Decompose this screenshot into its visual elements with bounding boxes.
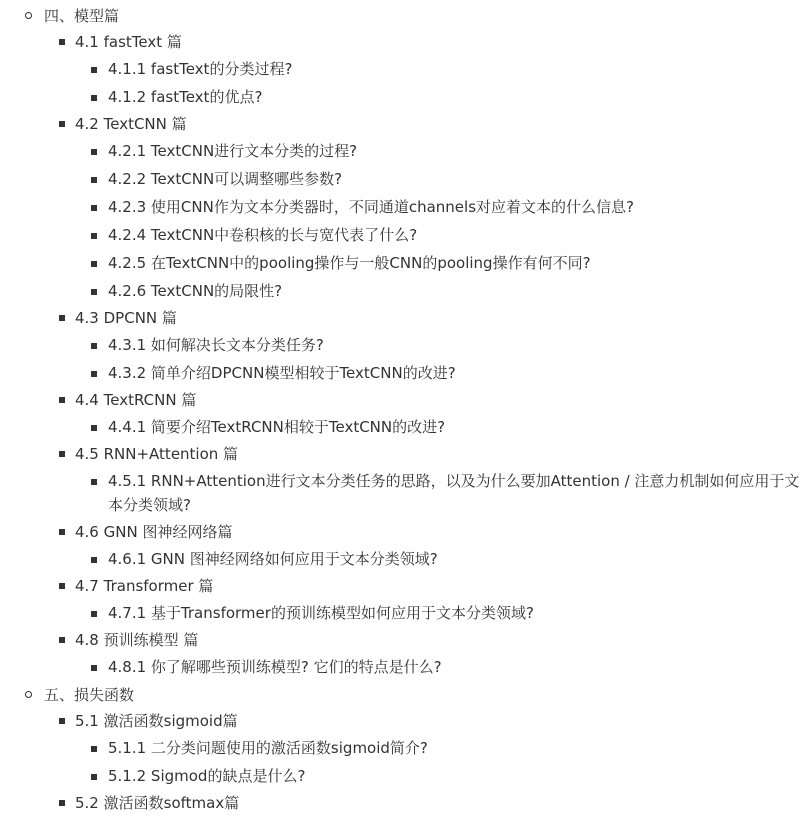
square-bullet-icon [91, 261, 97, 267]
question-list [75, 57, 811, 109]
square-bullet-icon [59, 121, 65, 127]
question-list [75, 547, 811, 571]
square-bullet-icon [91, 425, 97, 431]
question-item [0, 361, 811, 385]
square-bullet-icon [59, 39, 65, 45]
circle-bullet-icon [25, 12, 32, 19]
question-item [0, 251, 811, 275]
section-title[interactable]: 4.7 Transformer 篇 [75, 577, 214, 595]
question-item [0, 547, 811, 571]
question-link[interactable]: 4.6.1 GNN 图神经网络如何应用于文本分类领域? [108, 550, 438, 568]
section-4-8 [0, 627, 811, 679]
square-bullet-icon [59, 315, 65, 321]
section-4-2 [0, 111, 811, 303]
square-bullet-icon [91, 177, 97, 183]
square-bullet-icon [91, 205, 97, 211]
question-link[interactable]: 4.8.1 你了解哪些预训练模型? 它们的特点是什么? [108, 658, 442, 676]
square-bullet-icon [91, 67, 97, 73]
question-link[interactable]: 4.2.3 使用CNN作为文本分类器时，不同通道channels对应着文本的什么信息? [108, 198, 634, 216]
question-item [0, 655, 811, 679]
question-item [0, 279, 811, 303]
section-4-4 [0, 387, 811, 439]
square-bullet-icon [91, 343, 97, 349]
question-item [0, 85, 811, 109]
question-link[interactable]: 4.2.6 TextCNN的局限性? [108, 282, 283, 300]
section-title[interactable]: 4.3 DPCNN 篇 [75, 309, 177, 327]
square-bullet-icon [59, 637, 65, 643]
question-list [75, 415, 811, 439]
square-bullet-icon [59, 800, 65, 806]
section-4-1 [0, 29, 811, 109]
chapter-title[interactable]: 四、模型篇 [44, 7, 120, 25]
question-link[interactable]: 4.1.2 fastText的优点? [108, 88, 263, 106]
question-list [75, 655, 811, 679]
question-link[interactable]: 5.1.2 Sigmod的缺点是什么? [108, 767, 306, 785]
question-link[interactable]: 4.7.1 基于Transformer的预训练模型如何应用于文本分类领域? [108, 604, 534, 622]
square-bullet-icon [91, 479, 97, 485]
question-list [75, 139, 811, 303]
section-list [44, 29, 811, 679]
chapter-title[interactable]: 五、损失函数 [44, 686, 135, 704]
question-item [0, 764, 811, 788]
section-4-7 [0, 573, 811, 625]
question-link[interactable]: 4.4.1 简要介绍TextRCNN相较于TextCNN的改进? [108, 418, 446, 436]
question-link[interactable]: 4.2.2 TextCNN可以调整哪些参数? [108, 170, 343, 188]
question-item [0, 415, 811, 439]
square-bullet-icon [59, 583, 65, 589]
question-link[interactable]: 4.2.5 在TextCNN中的pooling操作与一般CNN的pooling操作有何不同? [108, 254, 591, 272]
circle-bullet-icon [25, 691, 32, 698]
question-link[interactable]: 5.1.1 二分类问题使用的激活函数sigmoid简介? [108, 739, 428, 757]
question-item [0, 223, 811, 247]
question-item [0, 139, 811, 163]
section-title[interactable]: 4.2 TextCNN 篇 [75, 115, 187, 133]
question-item [0, 736, 811, 760]
square-bullet-icon [91, 774, 97, 780]
question-link[interactable]: 4.5.1 RNN+Attention进行文本分类任务的思路，以及为什么要加Attention / 注意力机制如何应用于文本分类领域? [108, 472, 800, 514]
section-title[interactable]: 4.5 RNN+Attention 篇 [75, 445, 239, 463]
section-title[interactable]: 4.8 预训练模型 篇 [75, 631, 199, 649]
section-title[interactable]: 5.2 激活函数softmax篇 [75, 794, 240, 812]
square-bullet-icon [91, 611, 97, 617]
question-item [0, 57, 811, 81]
question-list [75, 601, 811, 625]
question-item [0, 167, 811, 191]
section-title[interactable]: 4.6 GNN 图神经网络篇 [75, 523, 233, 541]
square-bullet-icon [91, 665, 97, 671]
square-bullet-icon [91, 289, 97, 295]
section-4-3 [0, 305, 811, 385]
section-5-1 [0, 708, 811, 788]
question-link[interactable]: 4.1.1 fastText的分类过程? [108, 60, 293, 78]
square-bullet-icon [91, 149, 97, 155]
question-item [0, 195, 811, 219]
square-bullet-icon [91, 95, 97, 101]
question-link[interactable]: 4.2.4 TextCNN中卷积核的长与宽代表了什么? [108, 226, 418, 244]
question-link[interactable]: 4.3.1 如何解决长文本分类任务? [108, 336, 324, 354]
square-bullet-icon [91, 557, 97, 563]
question-link[interactable]: 4.2.1 TextCNN进行文本分类的过程? [108, 142, 358, 160]
section-4-6 [0, 519, 811, 571]
section-title[interactable]: 4.4 TextRCNN 篇 [75, 391, 197, 409]
section-list [44, 708, 811, 816]
question-link[interactable]: 4.3.2 简单介绍DPCNN模型相较于TextCNN的改进? [108, 364, 456, 382]
square-bullet-icon [59, 397, 65, 403]
section-title[interactable]: 5.1 激活函数sigmoid篇 [75, 712, 238, 730]
square-bullet-icon [91, 371, 97, 377]
section-4-5 [0, 441, 811, 517]
question-list [75, 469, 811, 517]
question-item [0, 469, 811, 517]
section-5-2 [0, 790, 811, 816]
square-bullet-icon [91, 746, 97, 752]
question-item [0, 601, 811, 625]
question-list [75, 333, 811, 385]
square-bullet-icon [59, 718, 65, 724]
square-bullet-icon [59, 451, 65, 457]
square-bullet-icon [91, 233, 97, 239]
chapter-4 [0, 2, 811, 679]
chapter-5 [0, 681, 811, 816]
question-list [75, 736, 811, 788]
question-item [0, 333, 811, 357]
section-title[interactable]: 4.1 fastText 篇 [75, 33, 182, 51]
square-bullet-icon [59, 529, 65, 535]
